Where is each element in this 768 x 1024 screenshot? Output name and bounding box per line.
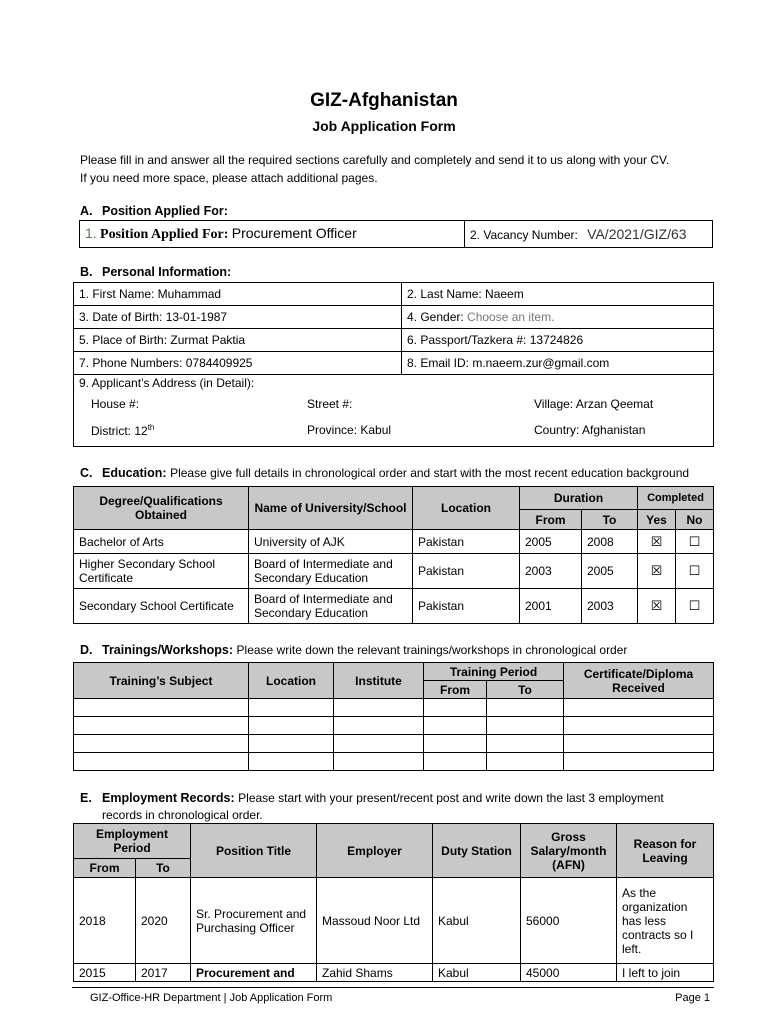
phone-field[interactable]: 7. Phone Numbers: 0784409925 <box>74 352 402 375</box>
address-cell <box>74 375 714 447</box>
edu-no-checkbox[interactable]: ☐ <box>676 554 714 589</box>
edu-header-degree: Degree/Qualifications Obtained <box>74 487 249 530</box>
section-e-letter: E. <box>80 791 92 805</box>
emp-header-duty: Duty Station <box>433 824 521 878</box>
section-e-title: Employment Records: <box>102 791 235 805</box>
gender-dropdown[interactable]: Choose an item. <box>467 310 555 324</box>
section-a-letter: A. <box>80 204 93 218</box>
training-cell[interactable] <box>74 735 249 753</box>
emp-header-position: Position Title <box>191 824 317 878</box>
section-c-heading <box>80 466 720 480</box>
training-header-institute: Institute <box>334 663 424 699</box>
edu-no-checkbox[interactable]: ☐ <box>676 589 714 624</box>
training-cell[interactable] <box>249 717 334 735</box>
section-d-letter: D. <box>80 643 93 657</box>
emp-header-from: From <box>74 859 136 878</box>
edu-degree[interactable]: Bachelor of Arts <box>74 530 249 554</box>
training-cell[interactable] <box>487 699 564 717</box>
edu-university[interactable]: Board of Intermediate and Secondary Education <box>249 554 413 589</box>
passport-field[interactable]: 6. Passport/Tazkera #: 13724826 <box>402 329 714 352</box>
position-value[interactable]: Procurement Officer <box>231 225 357 241</box>
training-cell[interactable] <box>424 699 487 717</box>
training-cell[interactable] <box>424 753 487 771</box>
footer-divider <box>72 987 714 988</box>
section-c-note: Please give full details in chronological order and start with the most recent education background <box>170 466 690 480</box>
emp-header-salary: Gross Salary/month (AFN) <box>521 824 617 878</box>
district-sup: th <box>147 423 155 432</box>
emp-duty[interactable]: Kabul <box>433 964 521 982</box>
trainings-table <box>73 662 714 771</box>
training-cell[interactable] <box>424 717 487 735</box>
vacancy-value[interactable]: VA/2021/GIZ/63 <box>587 226 687 242</box>
training-header-to: To <box>487 681 564 699</box>
training-cell[interactable] <box>564 717 714 735</box>
edu-header-to: To <box>582 510 638 530</box>
edu-to[interactable]: 2003 <box>582 589 638 624</box>
section-a-heading <box>80 204 228 218</box>
emp-salary[interactable]: 56000 <box>521 878 617 964</box>
section-b-heading <box>80 265 231 279</box>
training-cell[interactable] <box>564 735 714 753</box>
table-row <box>74 699 714 717</box>
personal-info-table <box>73 282 714 447</box>
edu-header-completed: Completed <box>638 487 714 510</box>
edu-university[interactable]: Board of Intermediate and Secondary Education <box>249 589 413 624</box>
edu-location[interactable]: Pakistan <box>413 589 520 624</box>
section-e-note-2: records in chronological order. <box>102 808 263 822</box>
emp-header-reason: Reason for Leaving <box>617 824 714 878</box>
section-d-note: Please write down the relevant trainings/workshops in chronological order <box>236 643 628 657</box>
edu-yes-checkbox[interactable]: ☒ <box>638 554 676 589</box>
table-row <box>74 878 714 964</box>
edu-header-no: No <box>676 510 714 530</box>
emp-to[interactable]: 2020 <box>136 878 191 964</box>
training-header-location: Location <box>249 663 334 699</box>
emp-reason[interactable]: As the organization has less contracts so I left. <box>617 878 714 964</box>
intro-line-2: If you need more space, please attach additional pages. <box>80 171 378 185</box>
edu-degree[interactable]: Secondary School Certificate <box>74 589 249 624</box>
district-text: District: 12 <box>91 424 148 438</box>
education-table <box>73 486 714 624</box>
section-b-title: Personal Information: <box>102 265 232 279</box>
training-header-period: Training Period <box>424 663 564 681</box>
table-row <box>74 753 714 771</box>
training-cell[interactable] <box>487 735 564 753</box>
village-field[interactable]: Village: Arzan Qeemat <box>534 397 654 411</box>
table-row <box>74 964 714 982</box>
page-subtitle: Job Application Form <box>312 118 456 134</box>
emp-from[interactable]: 2018 <box>74 878 136 964</box>
emp-position[interactable]: Procurement and <box>191 964 317 982</box>
training-cell[interactable] <box>249 699 334 717</box>
intro-line-1: Please fill in and answer all the required sections carefully and completely and send it to us along with your CV. <box>80 153 670 167</box>
training-cell[interactable] <box>424 735 487 753</box>
emp-from[interactable]: 2015 <box>74 964 136 982</box>
footer-page-number: Page 1 <box>675 992 710 1004</box>
edu-header-duration: Duration <box>520 487 638 510</box>
emp-position[interactable]: Sr. Procurement and Purchasing Officer <box>191 878 317 964</box>
employment-table <box>73 823 714 982</box>
training-cell[interactable] <box>334 717 424 735</box>
edu-header-from: From <box>520 510 582 530</box>
place-of-birth-field[interactable]: 5. Place of Birth: Zurmat Paktia <box>74 329 402 352</box>
section-c-letter: C. <box>80 466 93 480</box>
page-title: GIZ-Afghanistan <box>310 90 458 111</box>
emp-reason[interactable]: I left to join <box>617 964 714 982</box>
emp-header-to: To <box>136 859 191 878</box>
section-e-note-1: Please start with your present/recent post and write down the last 3 employment <box>238 791 664 805</box>
edu-location[interactable]: Pakistan <box>413 530 520 554</box>
table-row <box>74 717 714 735</box>
gender-field[interactable] <box>402 306 714 329</box>
section-d-title: Trainings/Workshops: <box>102 643 234 657</box>
position-label: Position Applied For: <box>100 227 229 242</box>
street-field[interactable]: Street #: <box>307 397 353 411</box>
emp-header-employer: Employer <box>317 824 433 878</box>
edu-from[interactable]: 2001 <box>520 589 582 624</box>
edu-from[interactable]: 2005 <box>520 530 582 554</box>
training-header-certificate: Certificate/Diploma Received <box>564 663 714 699</box>
emp-to[interactable]: 2017 <box>136 964 191 982</box>
position-cell <box>80 221 465 248</box>
dob-field[interactable]: 3. Date of Birth: 13-01-1987 <box>74 306 402 329</box>
intro-text <box>80 151 720 187</box>
training-cell[interactable] <box>487 717 564 735</box>
country-field[interactable]: Country: Afghanistan <box>534 423 646 437</box>
emp-employer[interactable]: Massoud Noor Ltd <box>317 878 433 964</box>
vacancy-cell <box>465 221 713 248</box>
training-cell[interactable] <box>334 699 424 717</box>
emp-salary[interactable]: 45000 <box>521 964 617 982</box>
emp-duty[interactable]: Kabul <box>433 878 521 964</box>
email-field[interactable]: 8. Email ID: m.naeem.zur@gmail.com <box>402 352 714 375</box>
training-cell[interactable] <box>564 699 714 717</box>
table-row <box>74 589 714 624</box>
edu-location[interactable]: Pakistan <box>413 554 520 589</box>
edu-header-yes: Yes <box>638 510 676 530</box>
edu-degree[interactable]: Higher Secondary School Certificate <box>74 554 249 589</box>
training-cell[interactable] <box>249 735 334 753</box>
position-item-number: 1. <box>85 225 97 241</box>
edu-to[interactable]: 2008 <box>582 530 638 554</box>
training-header-subject: Training’s Subject <box>74 663 249 699</box>
training-cell[interactable] <box>74 717 249 735</box>
training-cell[interactable] <box>74 753 249 771</box>
section-c-title: Education: <box>102 466 167 480</box>
section-b-letter: B. <box>80 265 93 279</box>
training-cell[interactable] <box>334 753 424 771</box>
province-field[interactable]: Province: Kabul <box>307 423 392 437</box>
edu-university[interactable]: University of AJK <box>249 530 413 554</box>
section-d-heading <box>80 643 720 657</box>
section-e-heading <box>80 790 720 824</box>
training-cell[interactable] <box>74 699 249 717</box>
table-row <box>74 735 714 753</box>
gender-label: 4. Gender: <box>407 310 464 324</box>
first-name-field[interactable]: 1. First Name: Muhammad <box>74 283 402 306</box>
edu-to[interactable]: 2005 <box>582 554 638 589</box>
section-a-title: Position Applied For: <box>102 204 228 218</box>
training-cell[interactable] <box>334 735 424 753</box>
edu-no-checkbox[interactable]: ☐ <box>676 530 714 554</box>
training-cell[interactable] <box>249 753 334 771</box>
table-row <box>74 554 714 589</box>
edu-header-university: Name of University/School <box>249 487 413 530</box>
emp-employer[interactable]: Zahid Shams <box>317 964 433 982</box>
emp-header-period: Employment Period <box>74 824 191 859</box>
address-label: 9. Applicant’s Address (in Detail): <box>79 376 255 390</box>
edu-header-location: Location <box>413 487 520 530</box>
edu-yes-checkbox[interactable]: ☒ <box>638 530 676 554</box>
district-field[interactable] <box>91 423 154 438</box>
last-name-field[interactable]: 2. Last Name: Naeem <box>402 283 714 306</box>
training-cell[interactable] <box>487 753 564 771</box>
footer-text: GIZ-Office-HR Department | Job Application Form <box>90 992 333 1004</box>
edu-yes-checkbox[interactable]: ☒ <box>638 589 676 624</box>
house-field[interactable]: House #: <box>91 397 140 411</box>
table-row <box>74 530 714 554</box>
vacancy-label: 2. Vacancy Number: <box>470 228 578 242</box>
position-table <box>79 220 713 248</box>
training-header-from: From <box>424 681 487 699</box>
training-cell[interactable] <box>564 753 714 771</box>
edu-from[interactable]: 2003 <box>520 554 582 589</box>
